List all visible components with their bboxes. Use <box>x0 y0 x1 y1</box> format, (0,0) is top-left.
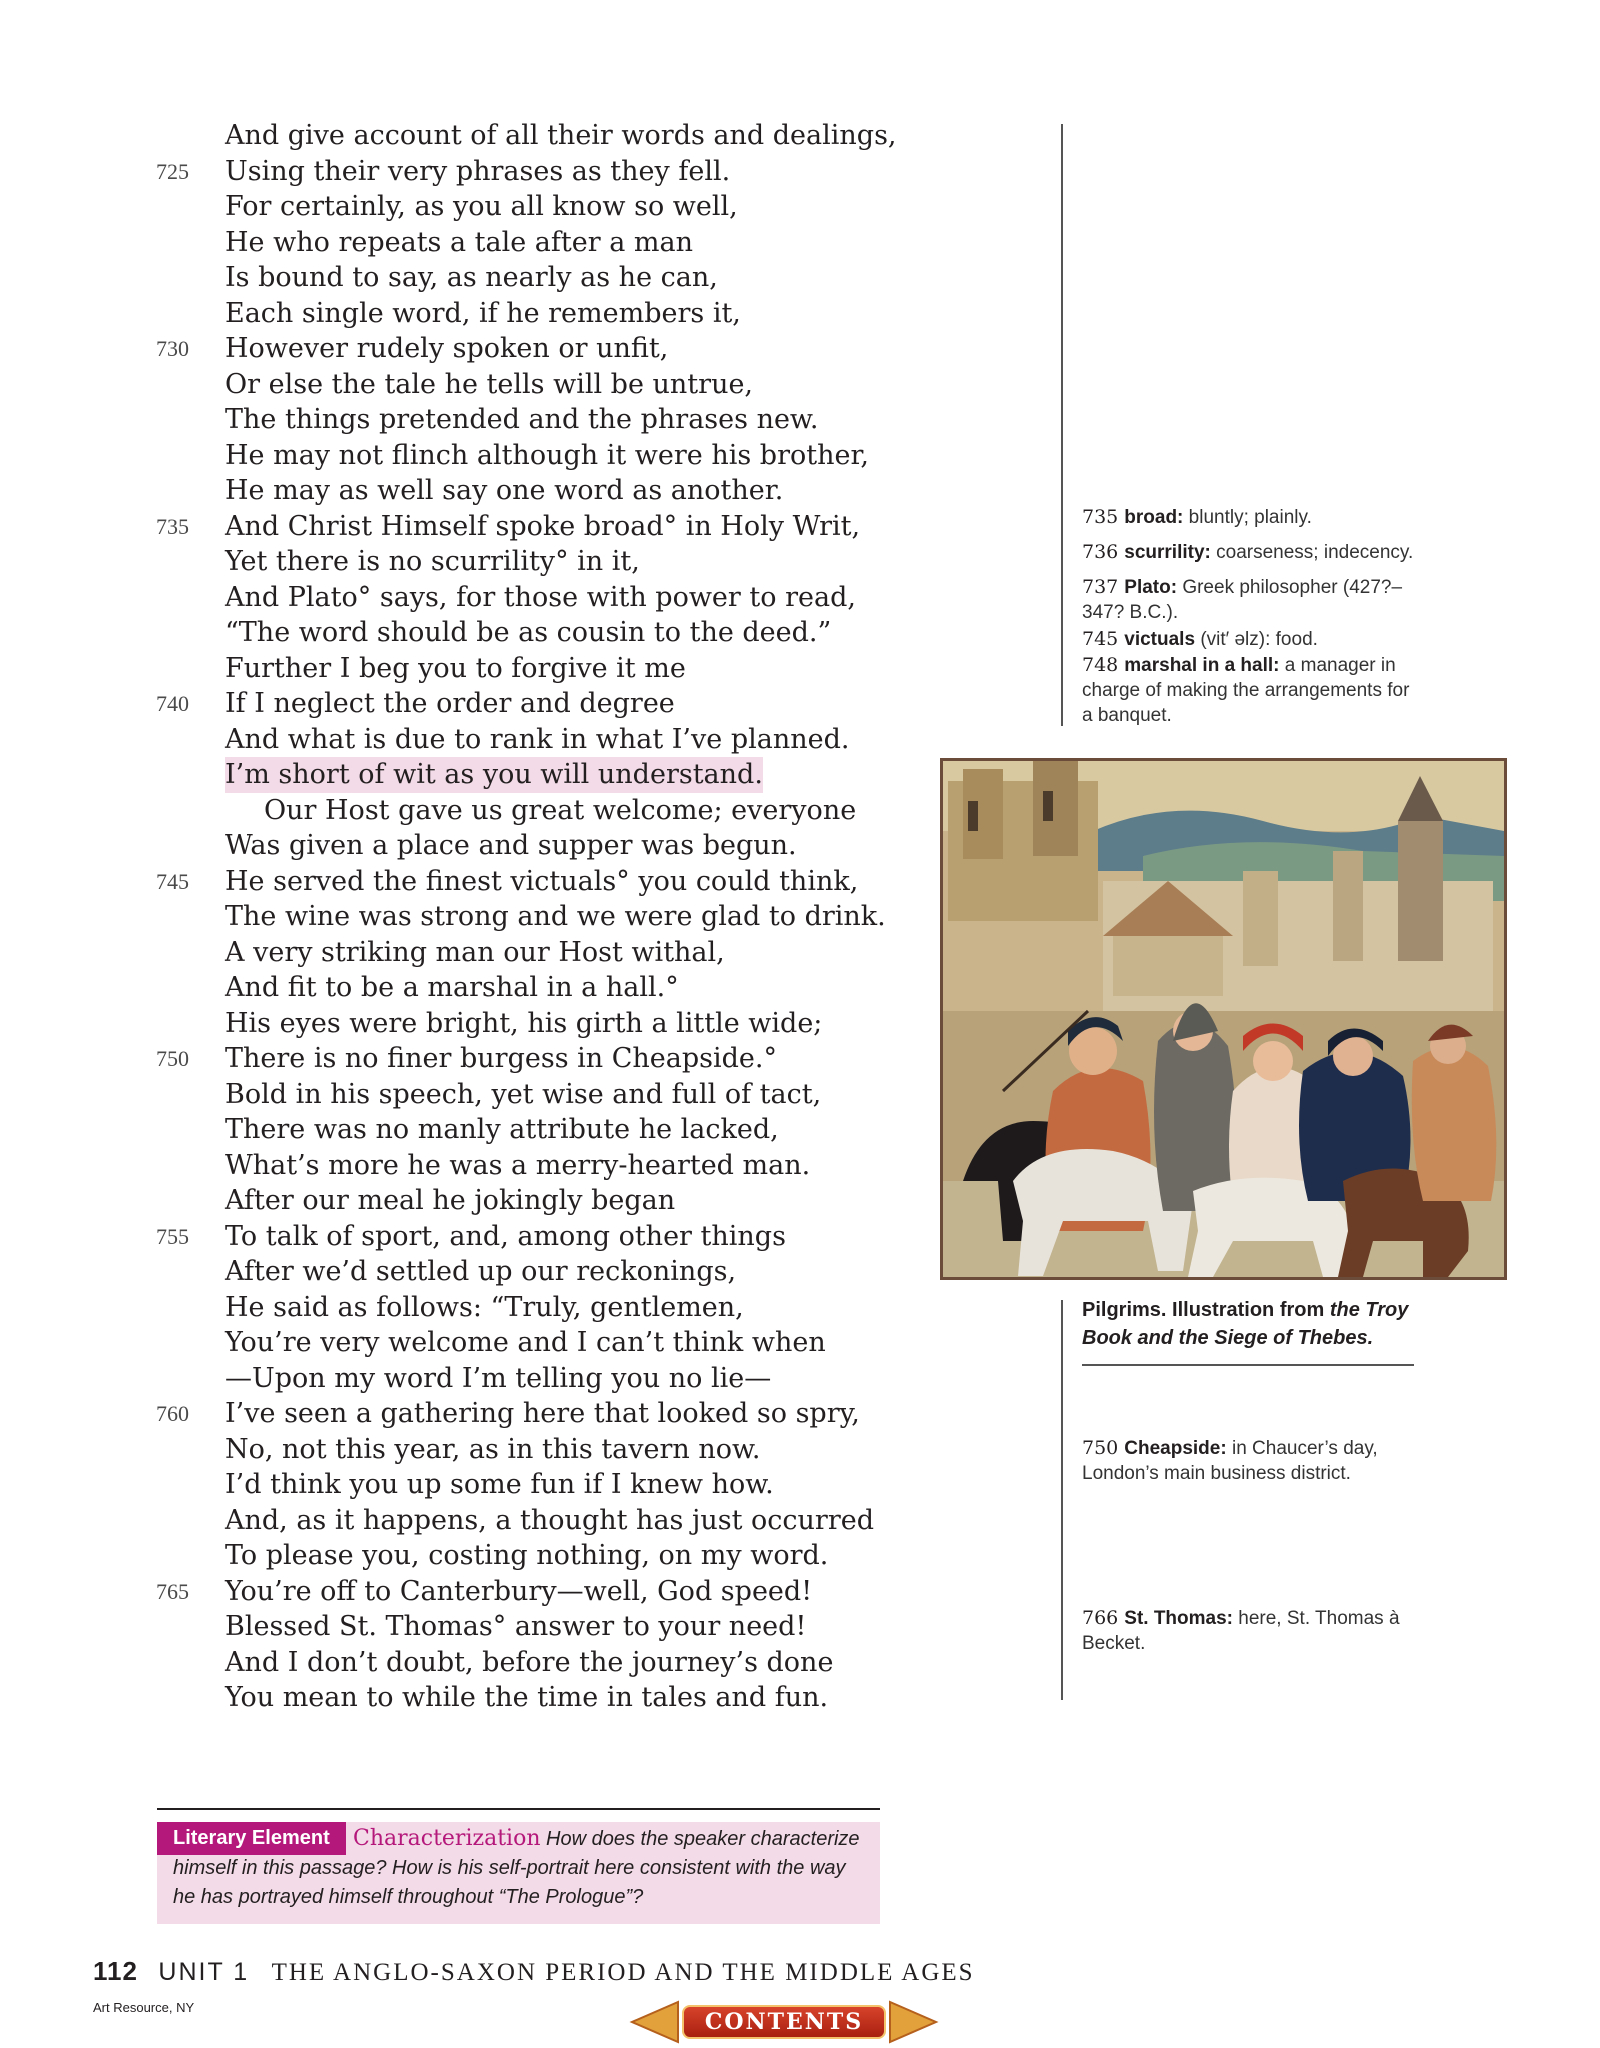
poem-line <box>150 1148 910 1184</box>
poem-line <box>150 1538 910 1574</box>
poem-line <box>150 189 910 225</box>
poem-line-text: A very striking man our Host withal, <box>225 936 725 968</box>
poem-line <box>150 438 910 474</box>
line-number: 740 <box>156 691 189 716</box>
poem-line-text: Bold in his speech, yet wise and full of tact, <box>225 1078 822 1110</box>
poem-line-text: Is bound to say, as nearly as he can, <box>225 262 718 293</box>
poem-line-text: And give account of all their words and dealings, <box>225 120 897 151</box>
poem-line-text: He said as follows: “Truly, gentlemen, <box>225 1291 744 1323</box>
poem-line <box>150 1361 910 1397</box>
poem-line <box>150 828 910 864</box>
poem-line-text: He served the finest victuals° you could think, <box>225 865 859 897</box>
poem-line-text: Further I beg you to forgive it me <box>225 652 686 684</box>
poem-line <box>150 1183 910 1219</box>
poem-line-text: If I neglect the order and degree <box>225 688 675 719</box>
previous-page-arrow-icon[interactable] <box>628 2000 680 2044</box>
poem-line <box>150 1467 910 1503</box>
line-number: 765 <box>156 1578 189 1604</box>
poem-line <box>150 154 910 190</box>
poem-line <box>150 509 910 545</box>
pilgrims-illustration <box>940 758 1507 1280</box>
poem-line <box>150 757 910 793</box>
poem-line <box>150 1432 910 1468</box>
poem-line-text: Using their very phrases as they fell. <box>225 155 731 187</box>
contents-button[interactable]: CONTENTS <box>682 2005 886 2039</box>
unit-label: UNIT 1 <box>158 1958 250 1986</box>
poem-line-text: You mean to while the time in tales and fun. <box>225 1682 829 1713</box>
poem-line-text: His eyes were bright, his girth a little wide; <box>225 1007 823 1039</box>
poem-line-text: And Plato° says, for those with power to read, <box>225 581 856 613</box>
photo-credit: Art Resource, NY <box>93 2000 195 2015</box>
poem-line-text: For certainly, as you all know so well, <box>225 191 738 222</box>
page-number: 112 <box>93 1956 138 1986</box>
poem-line <box>150 1077 910 1113</box>
poem-line <box>150 580 910 616</box>
poem-line <box>150 118 910 154</box>
poem-line <box>150 260 910 296</box>
literary-element-box <box>157 1822 880 1924</box>
poem-line <box>150 1680 910 1716</box>
literary-element-tag: Literary Element <box>157 1822 346 1855</box>
next-page-arrow-icon[interactable] <box>888 2000 940 2044</box>
line-number: 735 <box>156 513 189 539</box>
poem-line <box>150 544 910 580</box>
poem-line-text: Each single word, if he remembers it, <box>225 297 741 329</box>
poem-line <box>150 1219 910 1255</box>
page-footer <box>93 1956 975 1987</box>
poem-line-text: No, not this year, as in this tavern now. <box>225 1433 761 1465</box>
poem-line <box>150 615 910 651</box>
literary-element-question: How does the speaker characterize himself in this passage? How is his self-portrait here consistent with the way he has portrayed himself throughout “The Prologue”? <box>173 1828 860 1908</box>
poem-line <box>150 402 910 438</box>
poem-line-text: I’d think you up some fun if I knew how. <box>225 1469 774 1500</box>
footnote-748: 748 marshal in a hall: a manager in charge of making the arrangements for a banquet. <box>1082 654 1410 726</box>
poem-line <box>150 1645 910 1681</box>
poem-line <box>150 1006 910 1042</box>
line-number: 760 <box>156 1401 189 1426</box>
illustration-caption: Pilgrims. Illustration from the Troy Book and the Siege of Thebes. <box>1082 1299 1409 1349</box>
poem-line-text: Our Host gave us great welcome; everyone <box>264 794 857 826</box>
poem-line-text: There was no manly attribute he lacked, <box>225 1114 779 1145</box>
poem-line <box>150 864 910 900</box>
poem-line <box>150 367 910 403</box>
poem-line <box>150 225 910 261</box>
poem-line <box>150 1112 910 1148</box>
poem-line <box>150 1325 910 1361</box>
footnote-766: 766 St. Thomas: here, St. Thomas à Becket. <box>1082 1607 1400 1654</box>
line-number: 755 <box>156 1223 189 1249</box>
poem-line-text: What’s more he was a merry-hearted man. <box>225 1149 811 1181</box>
poem-line <box>150 651 910 687</box>
poem-line-text: The things pretended and the phrases new. <box>225 404 819 435</box>
poem-line <box>150 793 910 829</box>
literary-element-rule <box>157 1808 880 1810</box>
poem-line-text: However rudely spoken or unfit, <box>225 333 669 364</box>
poem-line <box>150 1254 910 1290</box>
poem-line-text: To talk of sport, and, among other things <box>225 1220 786 1252</box>
poem-line <box>150 1609 910 1645</box>
poem-line-text: “The word should be as cousin to the deed.” <box>225 617 832 648</box>
poem-line-text: And Christ Himself spoke broad° in Holy Writ, <box>225 510 861 542</box>
poem-line <box>150 899 910 935</box>
line-number: 745 <box>156 868 189 894</box>
poem-line-text: And I don’t doubt, before the journey’s done <box>225 1646 834 1678</box>
caption-rule <box>1082 1364 1414 1366</box>
poem-line <box>150 1574 910 1610</box>
poem-line-text: And what is due to rank in what I’ve planned. <box>225 723 850 755</box>
poem-line <box>150 970 910 1006</box>
poem-line-text: The wine was strong and we were glad to drink. <box>225 901 886 932</box>
footnote-745: 745 victuals (vit′ əlz): food. <box>1082 628 1318 650</box>
poem-line-text: To please you, costing nothing, on my word. <box>225 1540 829 1571</box>
poem-line <box>150 1290 910 1326</box>
unit-title: THE ANGLO-SAXON PERIOD AND THE MIDDLE AGES <box>271 1959 975 1986</box>
poem-line <box>150 331 910 367</box>
poem-line-text: Or else the tale he tells will be untrue, <box>225 368 754 400</box>
page-navigation <box>628 2000 940 2044</box>
poem-line-text: I’m short of wit as you will understand. <box>225 757 763 793</box>
literary-element-heading: Characterization <box>353 1826 541 1851</box>
poem-text <box>150 118 910 1716</box>
footnote-737: 737 Plato: Greek philosopher (427?–347? B.C.). <box>1082 576 1403 623</box>
poem-line <box>150 1503 910 1539</box>
poem-line <box>150 296 910 332</box>
poem-line <box>150 1396 910 1432</box>
poem-line-text: —Upon my word I’m telling you no lie— <box>225 1362 772 1394</box>
footnote-750: 750 Cheapside: in Chaucer’s day, London’s main business district. <box>1082 1437 1378 1484</box>
poem-line <box>150 1041 910 1077</box>
margin-rule <box>1061 124 1063 726</box>
line-number: 725 <box>156 158 189 184</box>
poem-line-text: And fit to be a marshal in a hall.° <box>225 972 679 1003</box>
poem-line-text: He may as well say one word as another. <box>225 475 784 506</box>
poem-line-text: You’re very welcome and I can’t think when <box>225 1327 826 1358</box>
poem-line-text: Blessed St. Thomas° answer to your need! <box>225 1611 807 1642</box>
poem-line-text: There is no finer burgess in Cheapside.° <box>225 1043 777 1074</box>
footnote-735: 735 broad: bluntly; plainly. <box>1082 506 1312 528</box>
poem-line-text: After we’d settled up our reckonings, <box>225 1256 737 1287</box>
poem-line <box>150 935 910 971</box>
line-number: 730 <box>156 336 189 361</box>
poem-line-text: Was given a place and supper was begun. <box>225 830 797 861</box>
line-number: 750 <box>156 1046 189 1071</box>
poem-line <box>150 686 910 722</box>
poem-line-text: He who repeats a tale after a man <box>225 226 693 258</box>
poem-line-text: And, as it happens, a thought has just occurred <box>225 1504 874 1536</box>
margin-rule <box>1061 1300 1063 1700</box>
poem-line <box>150 722 910 758</box>
poem-line-text: He may not flinch although it were his brother, <box>225 439 869 471</box>
poem-line-text: After our meal he jokingly began <box>225 1185 676 1216</box>
poem-line-text: I’ve seen a gathering here that looked so spry, <box>225 1398 860 1429</box>
poem-line-text: You’re off to Canterbury—well, God speed! <box>225 1575 813 1607</box>
poem-line <box>150 473 910 509</box>
poem-line-text: Yet there is no scurrility° in it, <box>225 546 640 577</box>
footnote-736: 736 scurrility: coarseness; indecency. <box>1082 541 1414 563</box>
